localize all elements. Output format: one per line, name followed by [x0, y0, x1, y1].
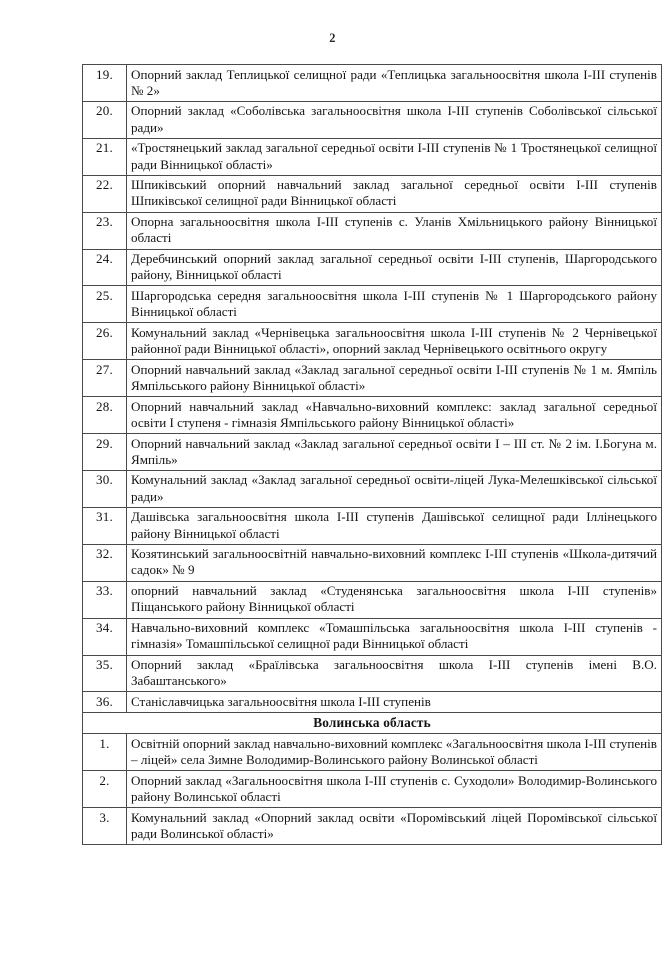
- institution-name-text: «Тростянецький заклад загальної середньої освіти I-III ступенів № 1 Тростянецької селищної ради Вінницької області»: [131, 140, 657, 172]
- institution-name-cell: [127, 175, 662, 212]
- institution-name-text: Опорний заклад «Загальноосвітня школа I-III ступенів с. Суходоли» Володимир-Волинського району Волинської області: [131, 772, 657, 804]
- section-header-label: [83, 713, 662, 734]
- row-number-cell: 35.: [83, 655, 127, 692]
- institution-name-text: Опорний заклад «Соболівська загальноосвітня школа I-III ступенів Соболівської сільської ради»: [131, 103, 657, 135]
- institution-name-cell: [127, 655, 662, 692]
- institution-name-text: Опорний заклад «Браїлівська загальноосвітня школа I-III ступенів імені В.О. Забаштанського»: [131, 657, 657, 689]
- institutions-table: [82, 64, 662, 845]
- row-number-cell: 33.: [83, 581, 127, 618]
- institution-name-text: Освітній опорний заклад навчально-виховний комплекс «Загальноосвітня школа I-III ступенів – ліцей» села Зимне Володимир-Волинського району Волинської області: [131, 735, 657, 768]
- row-number-cell: 36.: [83, 692, 127, 713]
- table-row: [83, 175, 662, 212]
- institution-name-text: Комунальний заклад «Чернівецька загальноосвітня школа I-III ступенів № 2 Чернівецької районної ради Вінницької області», опорний заклад Чернівецького освітнього округу: [131, 324, 657, 357]
- table-row: [83, 101, 662, 138]
- institution-name-cell: [127, 101, 662, 138]
- table-row: [83, 581, 662, 618]
- institution-name-text: Комунальний заклад «Опорний заклад освіти «Поромівський ліцей Поромівської сільської ради Волинської області»: [131, 809, 657, 841]
- institution-name-text: Дашівська загальноосвітня школа I-III ступенів Дашівської селищної ради Іллінецького району Вінницької області: [131, 509, 657, 541]
- row-number-cell: 20.: [83, 101, 127, 138]
- row-number-cell: 22.: [83, 175, 127, 212]
- institution-name-cell: [127, 507, 662, 544]
- institution-name-text: Опорний навчальний заклад «Заклад загальної середньої освіти I – III ст. № 2 ім. І.Богуна м. Ямпіль»: [131, 435, 657, 467]
- row-number-cell: 26.: [83, 323, 127, 360]
- row-number-cell: 30.: [83, 470, 127, 507]
- row-number-cell: 32.: [83, 544, 127, 581]
- row-number-cell: 2.: [83, 771, 127, 808]
- institution-name-text: Опорний навчальний заклад «Навчально-виховний комплекс: заклад загальної середньої освіти I ступеня - гімназія Ямпільського району Вінницької області»: [131, 398, 657, 430]
- row-number-cell: 3.: [83, 808, 127, 845]
- row-number-cell: 28.: [83, 397, 127, 434]
- table-row: [83, 138, 662, 175]
- row-number-cell: 24.: [83, 249, 127, 286]
- institution-name-text: Козятинський загальноосвітній навчально-виховний комплекс I-III ступенів «Школа-дитячий садок» № 9: [131, 546, 657, 578]
- page-number: 2: [329, 31, 336, 45]
- table-row: [83, 655, 662, 692]
- row-number-cell: 23.: [83, 212, 127, 249]
- table-row: [83, 771, 662, 808]
- table-row: [83, 212, 662, 249]
- row-number-cell: 21.: [83, 138, 127, 175]
- institution-name-cell: [127, 212, 662, 249]
- institution-name-text: Станіславчицька загальноосвітня школа I-III ступенів: [131, 693, 431, 709]
- institution-name-text: Шаргородська середня загальноосвітня школа I-III ступенів № 1 Шаргородського району Вінницької області: [131, 287, 657, 320]
- table-row: [83, 692, 662, 713]
- institution-name-cell: [127, 434, 662, 471]
- institution-name-text: Опорний навчальний заклад «Заклад загальної середньої освіти I-III ступенів № 1 м. Ямпіль Ямпільського району Вінницької області»: [131, 361, 657, 393]
- institution-name-text: Навчально-виховний комплекс «Томашпільська загальноосвітня школа I-III ступенів - гімназія» Томашпільської селищної ради Вінницької області: [131, 620, 657, 652]
- institution-name-text: Опорний заклад Теплицької селищної ради «Теплицька загальноосвітня школа I-III ступенів № 2»: [131, 66, 657, 98]
- institution-name-cell: [127, 323, 662, 360]
- institution-name-text: Шпиківський опорний навчальний заклад загальної середньої освіти I-III ступенів Шпиківської селищної ради Вінницької області: [131, 177, 657, 209]
- institution-name-text: опорний навчальний заклад «Студенянська загальноосвітня школа I-III ступенів» Піщанського району Вінницької області: [131, 583, 657, 615]
- table-row: [83, 397, 662, 434]
- table-row: [83, 470, 662, 507]
- institution-name-text: Деребчинський опорний заклад загальної середньої освіти I-III ступенів, Шаргородського району, Вінницької області: [131, 251, 657, 283]
- table-row: [83, 360, 662, 397]
- row-number-cell: 34.: [83, 618, 127, 655]
- section-header-text: Волинська область: [313, 715, 431, 731]
- table-row: [83, 734, 662, 771]
- table-row: [83, 544, 662, 581]
- institution-name-cell: [127, 771, 662, 808]
- row-number-cell: 1.: [83, 734, 127, 771]
- institution-name-cell: [127, 65, 662, 102]
- row-number-cell: 29.: [83, 434, 127, 471]
- institution-name-cell: [127, 618, 662, 655]
- table-body: [83, 65, 662, 845]
- table-section-header-row: [83, 713, 662, 734]
- institution-name-cell: [127, 808, 662, 845]
- institution-name-cell: [127, 581, 662, 618]
- institution-name-cell: [127, 470, 662, 507]
- institution-name-cell: [127, 397, 662, 434]
- table-row: [83, 808, 662, 845]
- institution-name-cell: [127, 249, 662, 286]
- table-row: [83, 65, 662, 102]
- table-row: [83, 249, 662, 286]
- table-row: [83, 507, 662, 544]
- table-row: [83, 286, 662, 323]
- row-number-cell: 25.: [83, 286, 127, 323]
- institution-name-text: Комунальний заклад «Заклад загальної середньої освіти-ліцей Лука-Мелешківської сільської ради»: [131, 472, 657, 504]
- institution-name-cell: [127, 544, 662, 581]
- institution-name-cell: [127, 692, 662, 713]
- row-number-cell: 31.: [83, 507, 127, 544]
- table-row: [83, 618, 662, 655]
- institution-name-cell: [127, 138, 662, 175]
- row-number-cell: 27.: [83, 360, 127, 397]
- institution-name-cell: [127, 286, 662, 323]
- row-number-cell: 19.: [83, 65, 127, 102]
- table-row: [83, 323, 662, 360]
- institution-name-cell: [127, 360, 662, 397]
- table-row: [83, 434, 662, 471]
- institution-name-text: Опорна загальноосвітня школа I-III ступенів с. Уланів Хмільницького району Вінницької області: [131, 214, 657, 246]
- institution-name-cell: [127, 734, 662, 771]
